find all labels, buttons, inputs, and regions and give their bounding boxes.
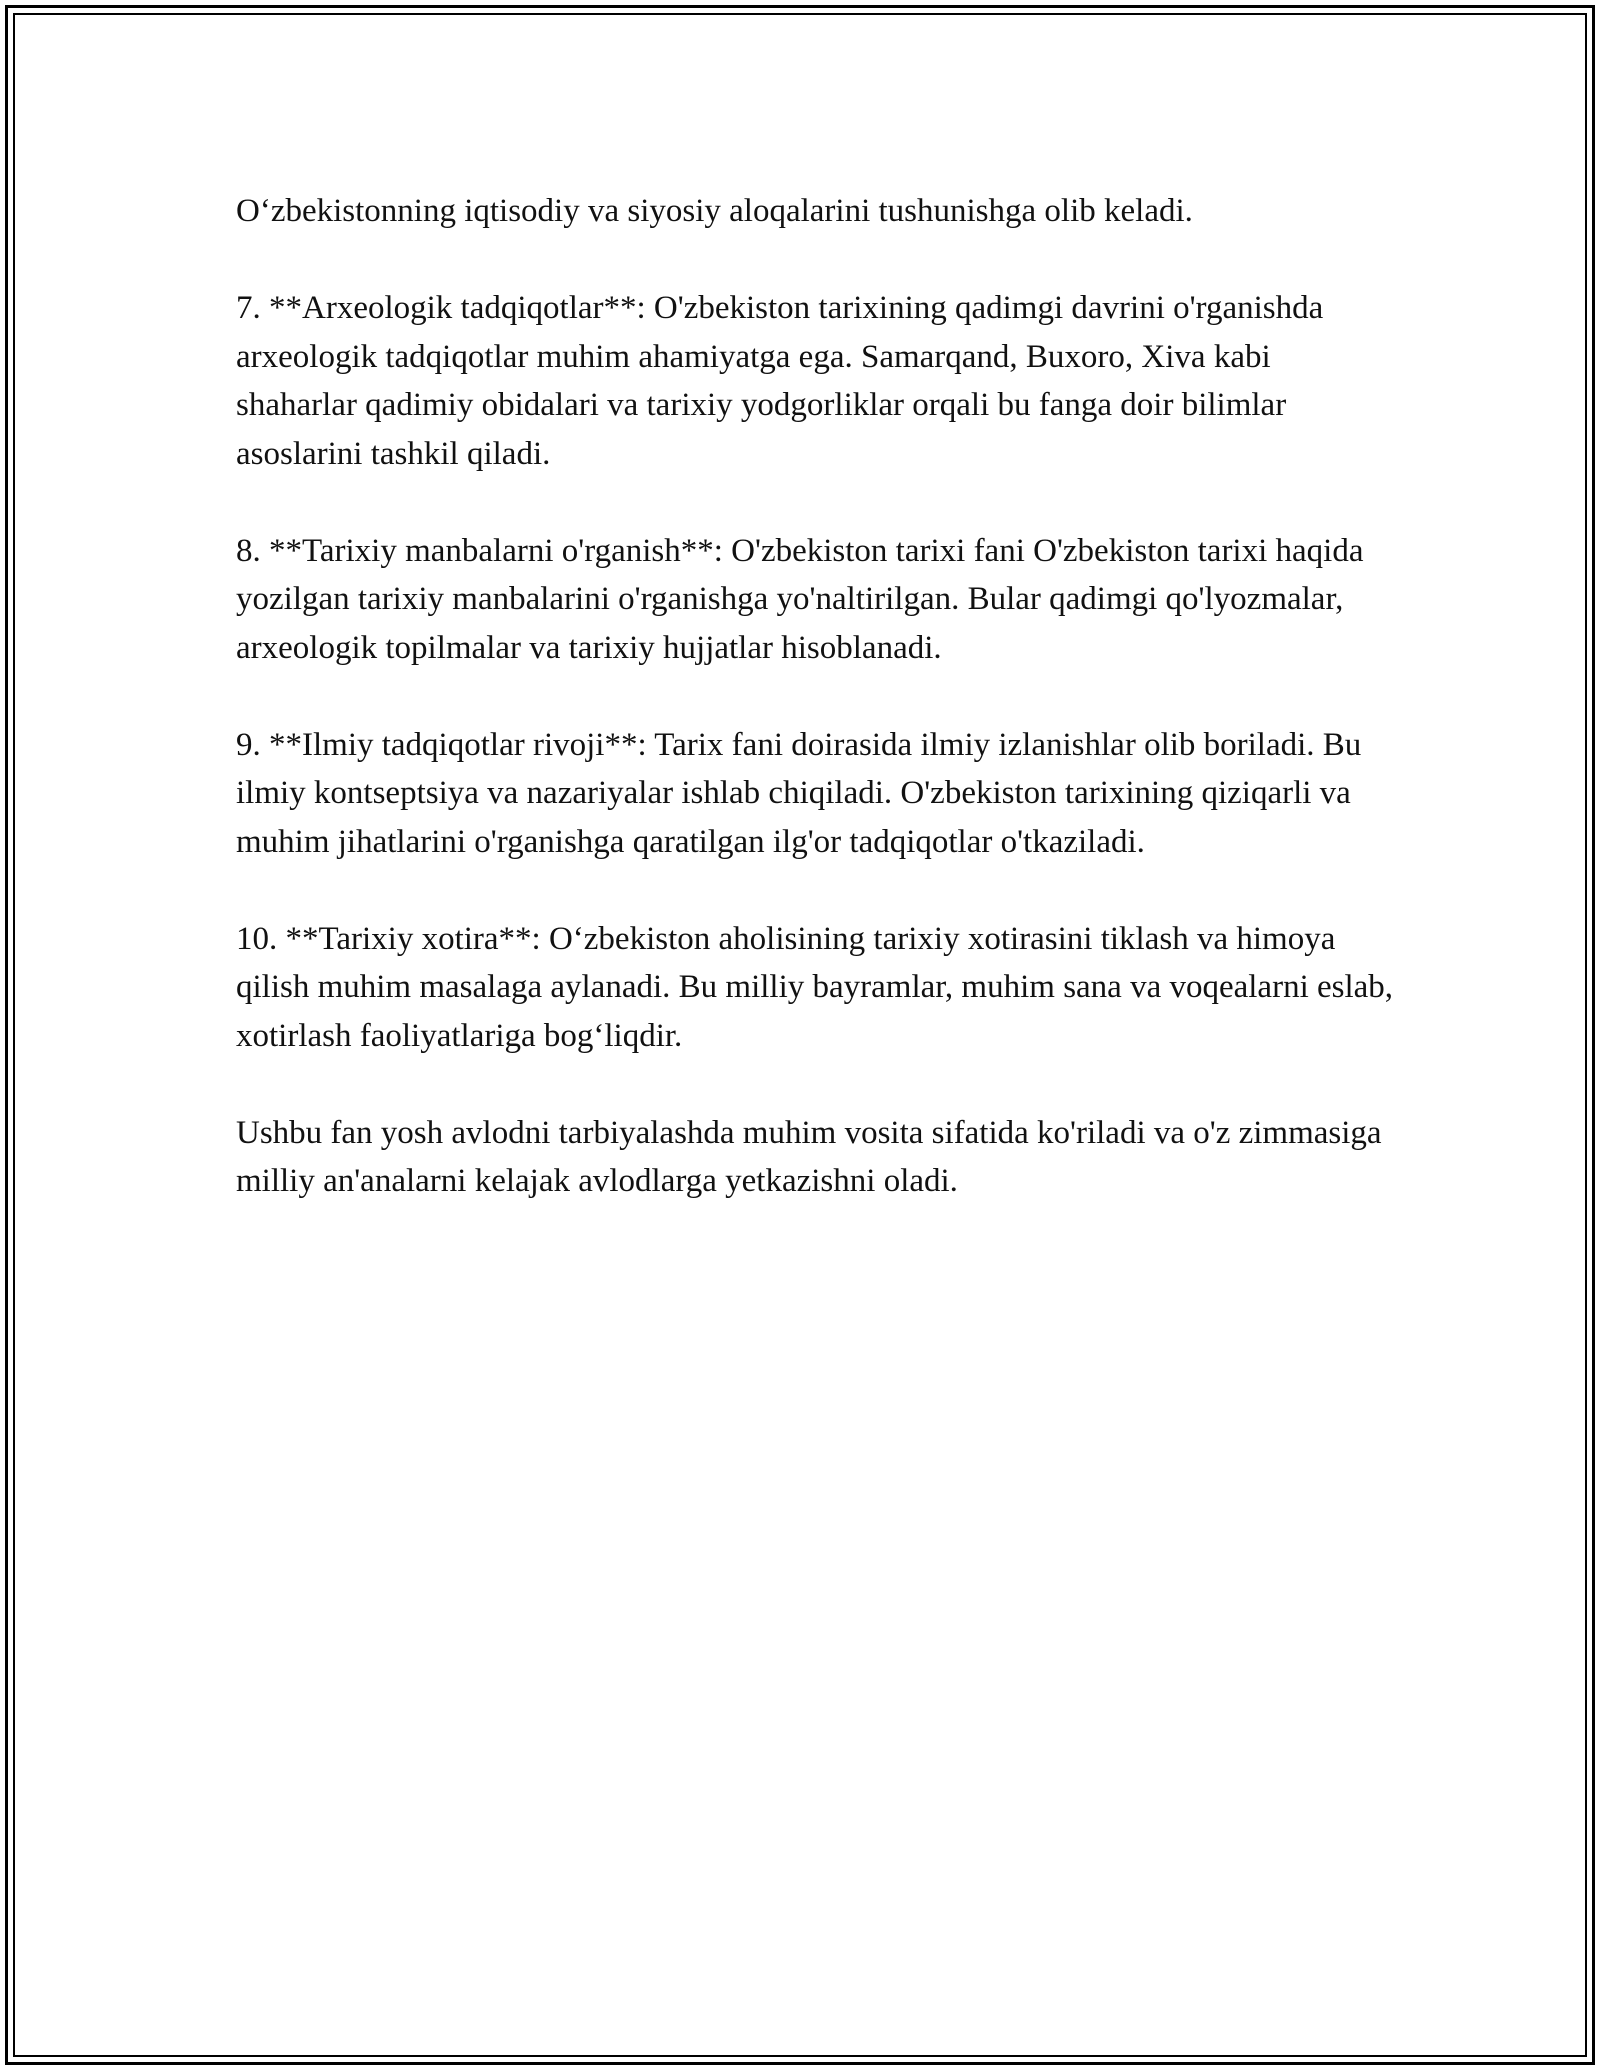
paragraph-item-8: 8. **Tarixiy manbalarni o'rganish**: O'zbekiston tarixi fani O'zbekiston tarixi haqida yozilgan tarixiy manbalarini o'rganishga yo'naltirilgan. Bular qadimgi qo'lyozmalar, arxeologik topilmalar va tarixiy hujjatlar hisoblanadi. [236,532,1364,666]
document-body [236,187,1396,1254]
paragraph-conclusion: Ushbu fan yosh avlodni tarbiyalashda muhim vosita sifatida ko'riladi va o'z zimmasiga milliy an'analarni kelajak avlodlarga yetkazishni oladi. [236,1114,1382,1199]
paragraph-item-7: 7. **Arxeologik tadqiqotlar**: O'zbekiston tarixining qadimgi davrini o'rganishda arxeologik tadqiqotlar muhim ahamiyatga ega. Samarqand, Buxoro, Xiva kabi shaharlar qadimiy obidalari va tarixiy yodgorliklar orqali bu fanga doir bilimlar asoslarini tashkil qiladi. [236,290,1324,472]
paragraph-intro-continuation: O‘zbekistonning iqtisodiy va siyosiy aloqalarini tushunishga olib keladi. [236,193,1193,229]
paragraph-item-9: 9. **Ilmiy tadqiqotlar rivoji**: Tarix fani doirasida ilmiy izlanishlar olib boriladi. Bu ilmiy kontseptsiya va nazariyalar ishlab chiqiladi. O'zbekiston tarixining qiziqarli va muhim jihatlarini o'rganishga qaratilgan ilg'or tadqiqotlar o'tkaziladi. [236,726,1362,860]
paragraph-item-10: 10. **Tarixiy xotira**: O‘zbekiston aholisining tarixiy xotirasini tiklash va himoya qilish muhim masalaga aylanadi. Bu milliy bayramlar, muhim sana va voqealarni eslab, xotirlash faoliyatlariga bog‘liqdir. [236,920,1394,1054]
